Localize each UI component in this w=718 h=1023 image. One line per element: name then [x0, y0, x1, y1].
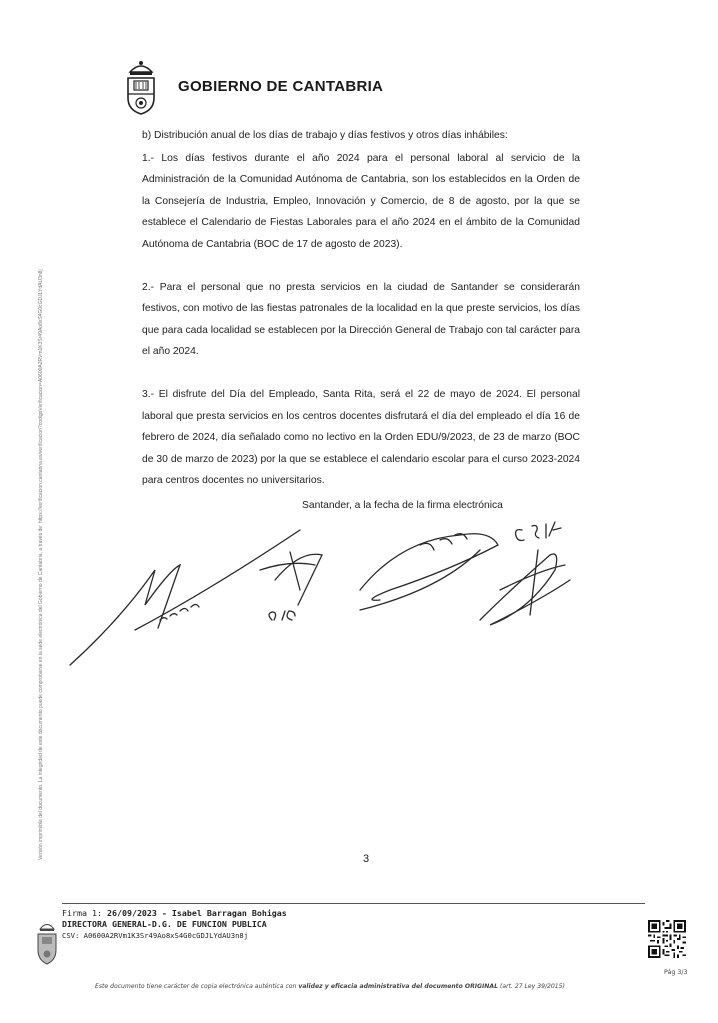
- paragraph-2: 2.- Para el personal que no presta servicios en la ciudad de Santander se considerarán festivos, con motivo de las fiestas patronales de la localidad en la que preste servicios, los días que para cada localidad se establecen por la Dirección General de Trabajo con tal carácter para el año 2024.: [142, 281, 580, 357]
- footer-divider: [62, 903, 645, 904]
- page-number: 3: [363, 853, 370, 865]
- footer-coat-of-arms-icon: [36, 918, 58, 966]
- paragraph-3: 3.- El disfrute del Día del Empleado, Santa Rita, será el 22 de mayo de 2024. El personal laboral que presta servicios en los centros docentes disfrutará el día del empleado el día 16 de febrero de 2024, día señalado como no lectivo en la Orden EDU/9/2023, de 23 de marzo (BOC de 30 de marzo de 2023) por la que se establece el calendario escolar para el curso 2023-2024 para centros docentes no universitarios.: [142, 389, 580, 486]
- signer-position: DIRECTORA GENERAL-D.G. DE FUNCION PUBLICA: [62, 919, 267, 929]
- handwritten-signatures: [60, 510, 620, 680]
- signature-detail: 26/09/2023 - Isabel Barragan Bohigas: [106, 908, 287, 918]
- disclaimer-start: Este documento tiene carácter de copia electrónica auténtica con: [95, 983, 299, 990]
- disclaimer-bold: validez y eficacia administrativa del documento ORIGINAL: [298, 983, 499, 990]
- paragraph-1: 1.- Los días festivos durante el año 2024 para el personal laboral al servicio de la Administración de la Comunidad Autónoma de Cantabria, son los establecidos en la Orden de la Consejería de Industria, Empleo, Innovación y Comercio, de 8 de agosto, por la que se establece el Calendario de Fiestas Laborales para el año 2024 en el ámbito de la Comunidad Autónoma de Cantabria (BOC de 17 de agosto de 2023).: [142, 152, 580, 250]
- government-title: GOBIERNO DE CANTABRIA: [178, 78, 384, 95]
- section-intro: b) Distribución anual de los días de trabajo y días festivos y otros días inhábiles:: [142, 130, 508, 141]
- electronic-signature-block: [62, 908, 287, 941]
- csv-code: CSV: A0600A2RVm1K3Sr49Ao8xS4G0cGDJLYdAU3n8j: [62, 931, 249, 940]
- page-count: Pág 3/3: [664, 969, 688, 976]
- qr-code-icon: [648, 920, 686, 958]
- document-body: [142, 125, 580, 513]
- cantabria-coat-of-arms-icon: [124, 58, 158, 116]
- disclaimer-end: (art. 27 Ley 39/2015): [498, 983, 565, 990]
- side-verification-note: Versión imprimible del documento. La integridad de este documento puede comprobarse en la sede electrónica del Gobierno de Cantabria, a través de: https://verificacion.cantabria.es/verificacion?codigoVerificacion=A0600A2RVm1K3Sr49Ao8xS4G0cGDJLYdAU3n8j: [38, 269, 44, 860]
- place-and-date: Santander, a la fecha de la firma electrónica: [302, 500, 503, 511]
- signature-line: [62, 908, 287, 919]
- authenticity-disclaimer: [95, 983, 655, 990]
- signature-label: Firma 1:: [62, 908, 102, 918]
